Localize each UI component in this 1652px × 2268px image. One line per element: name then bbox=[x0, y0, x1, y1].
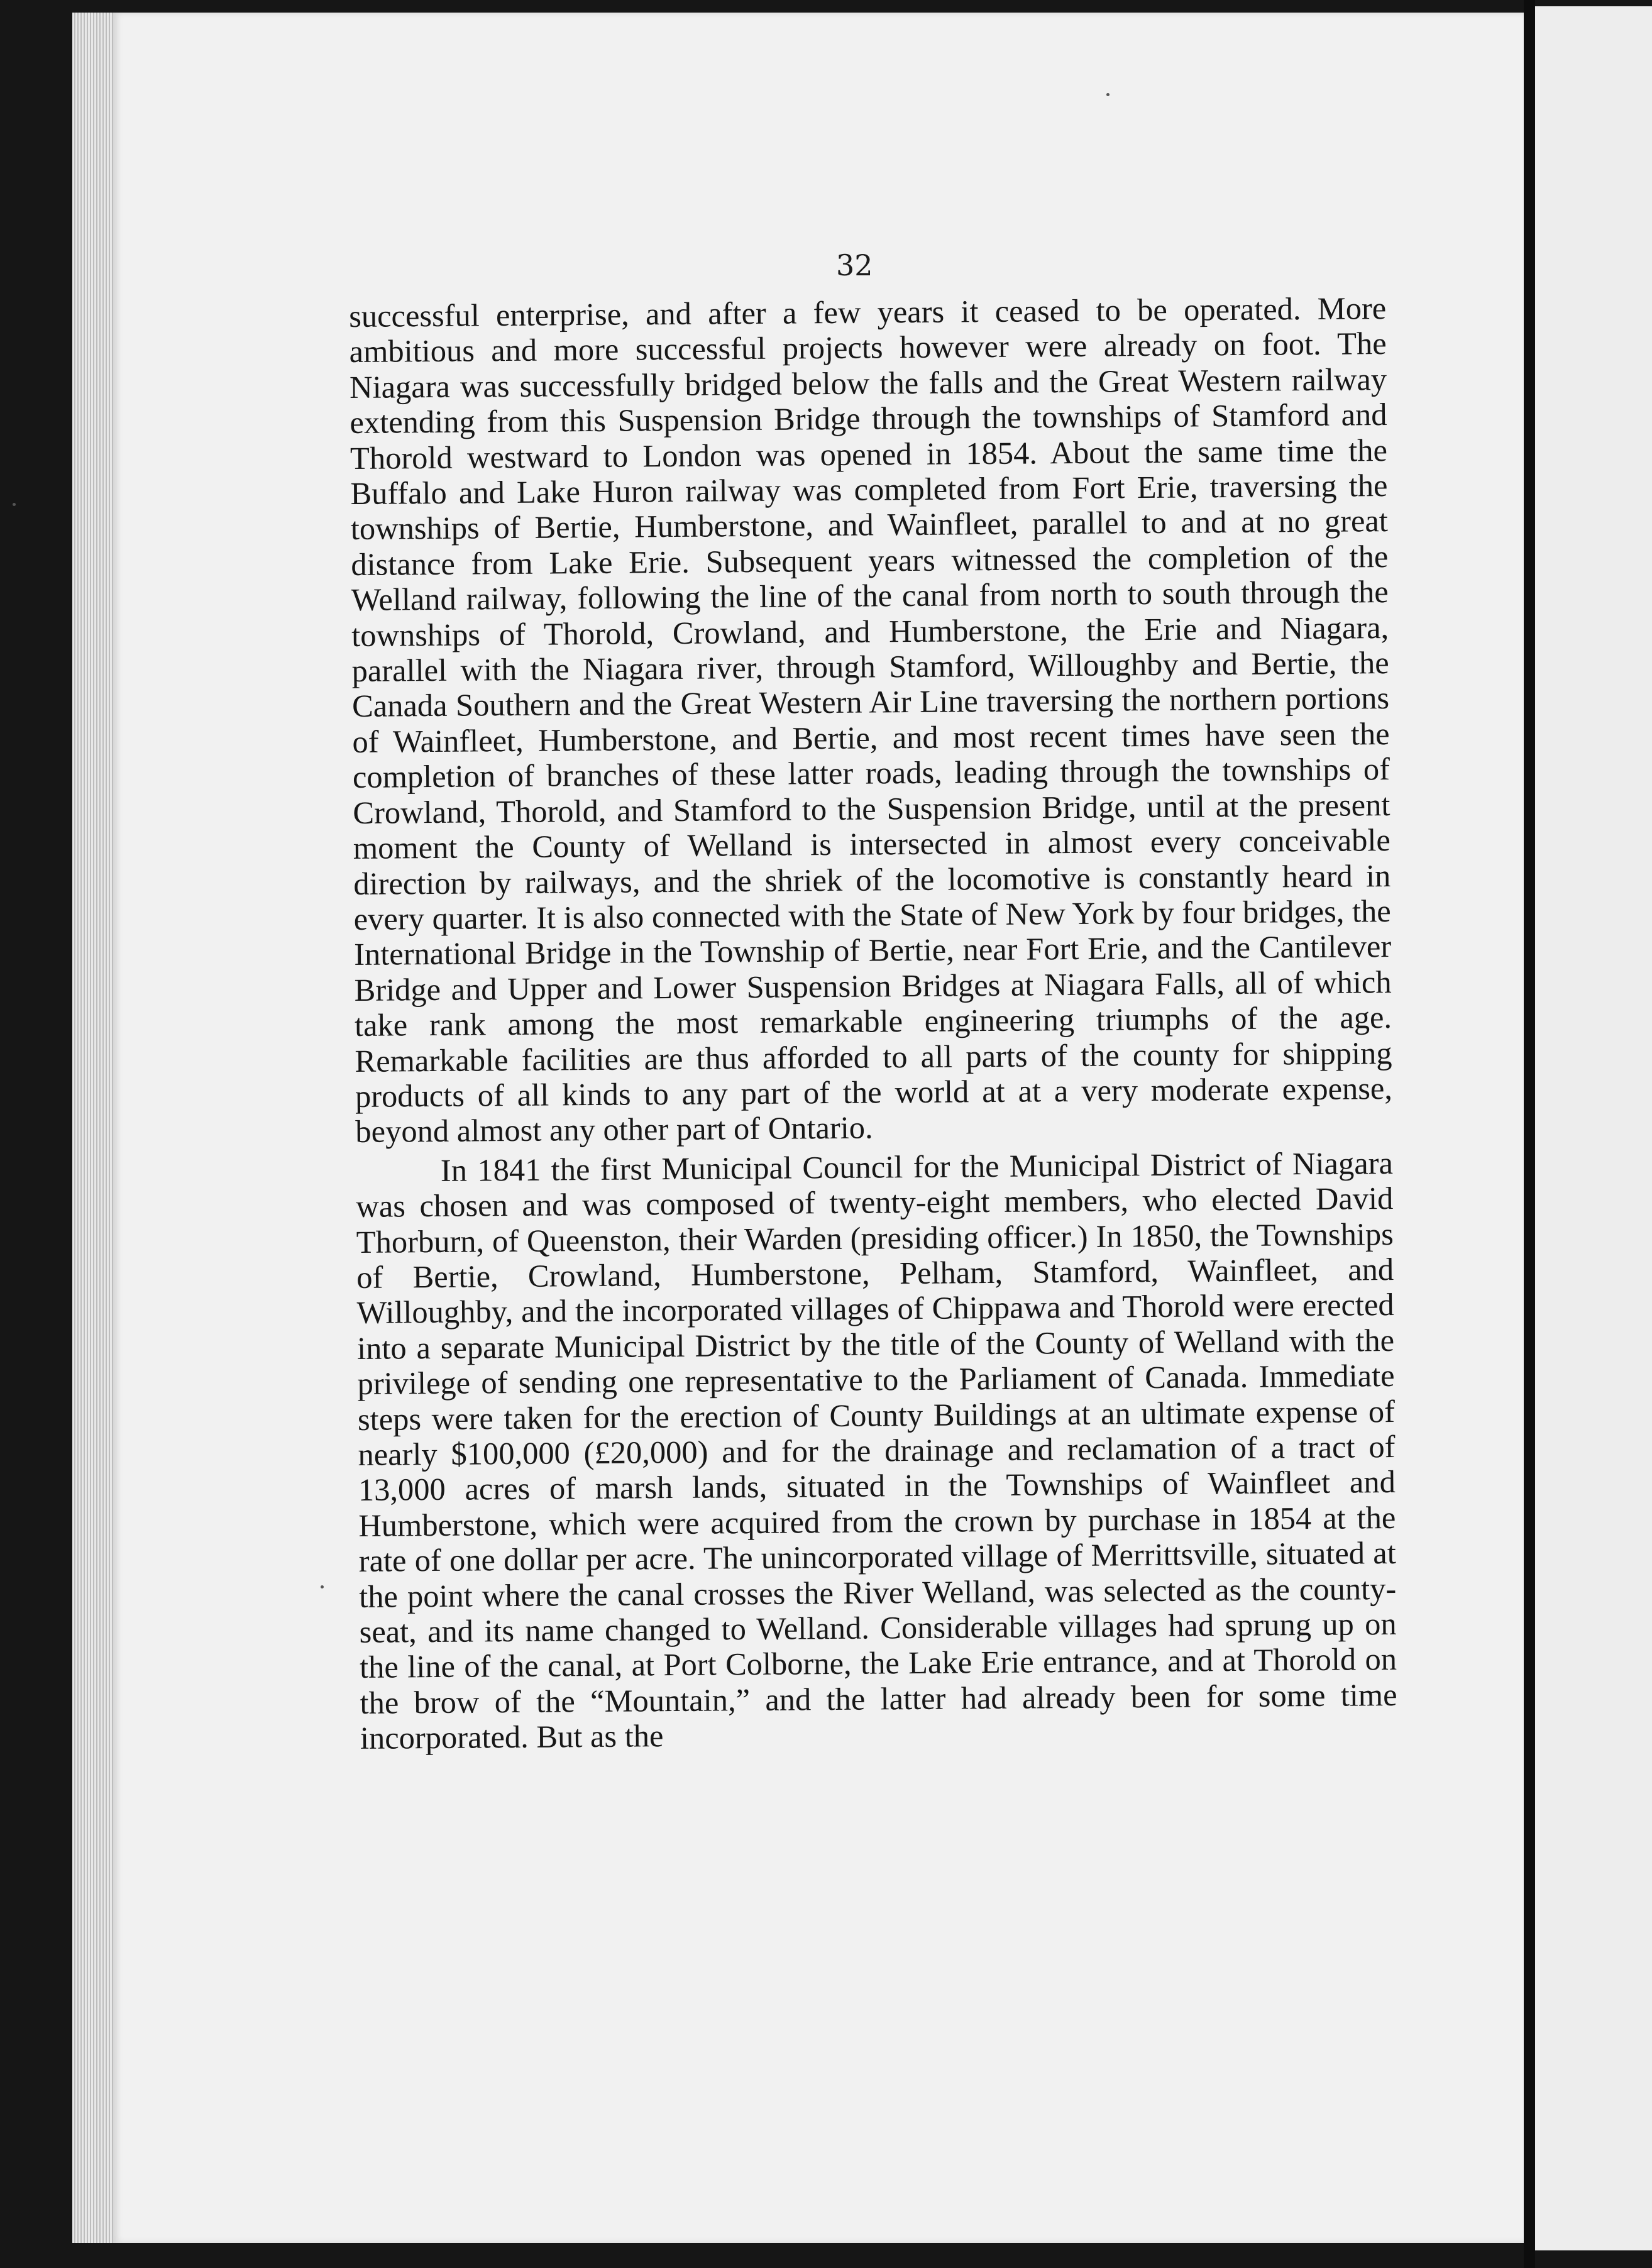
paragraph: successful enterprise, and after a few years it ceased to be operated. More ambitious and more successful projects however were already on foot. The Niagara was successfully bridged below the falls and the Great Western railway extending from this Suspension Bridge through the townships of Stamford and Thorold westward to London was opened in 1854. About the same time the Buffalo and Lake Huron railway was completed from Fort Erie, traversing the townships of Bertie, Humberstone, and Wainfleet, parallel to and at no great distance from Lake Erie. Subsequent years witnessed the completion of the Welland railway, following the line of the canal from north to south through the townships of Thorold, Crowland, and Humberstone, the Erie and Niagara, parallel with the Niagara river, through Stamford, Willoughby and Bertie, the Canada Southern and the Great Western Air Line traversing the northern portions of Wainfleet, Humberstone, and Bertie, and most recent times have seen the completion of branches of these latter roads, leading through the townships of Crowland, Thorold, and Stamford to the Suspension Bridge, until at the present moment the County of Welland is intersected in almost every conceivable direction by railways, and the shriek of the locomotive is constantly heard in every quarter. It is also connected with the State of New York by four bridges, the International Bridge in the Township of Bertie, near Fort Erie, and the Cantilever Bridge and Upper and Lower Suspension Bridges at Niagara Falls, all of which take rank among the most remarkable engineering triumphs of the age. Remarkable facilities are thus afforded to all parts of the county for shipping products of all kinds to any part of the world at at a very moderate expense, beyond almost any other part of Ontario. bbox=[349, 290, 1393, 1150]
paragraph: In 1841 the first Municipal Council for the Municipal District of Niagara was chosen and was composed of twenty-eight members, who elected David Thorburn, of Queenston, their Warden (presiding officer.) In 1850, the Townships of Bertie, Crowland, Humberstone, Pelham, Stamford, Wainfleet, and Willoughby, and the incorporated villages of Chippawa and Thorold were erected into a separate Municipal District by the title of the County of Welland with the privilege of sending one representative to the Parliament of Canada. Immediate steps were taken for the erection of County Buildings at an ultimate expense of nearly $100,000 (£20,000) and for the drainage and reclamation of a tract of 13,000 acres of marsh lands, situated in the Townships of Wainfleet and Humberstone, which were acquired from the crown by purchase in 1854 at the rate of one dollar per acre. The unincorporated village of Merrittsville, situated at the point where the canal crosses the River Welland, was selected as the county-seat, and its name changed to Welland. Considerable villages had sprung up on the line of the canal, at Port Colborne, the Lake Erie entrance, and at Thorold on the brow of the “Mountain,” and the latter had already been for some time incorporated. But as the bbox=[356, 1145, 1397, 1756]
scan-speck bbox=[13, 503, 16, 506]
scan-speck bbox=[1106, 93, 1110, 96]
scan-speck bbox=[321, 1585, 324, 1588]
page-edges bbox=[72, 13, 116, 2243]
page-number: 32 bbox=[836, 248, 873, 282]
facing-page-edge bbox=[1535, 6, 1652, 2250]
book-gutter bbox=[1524, 0, 1535, 2268]
body-text bbox=[349, 290, 1397, 1756]
